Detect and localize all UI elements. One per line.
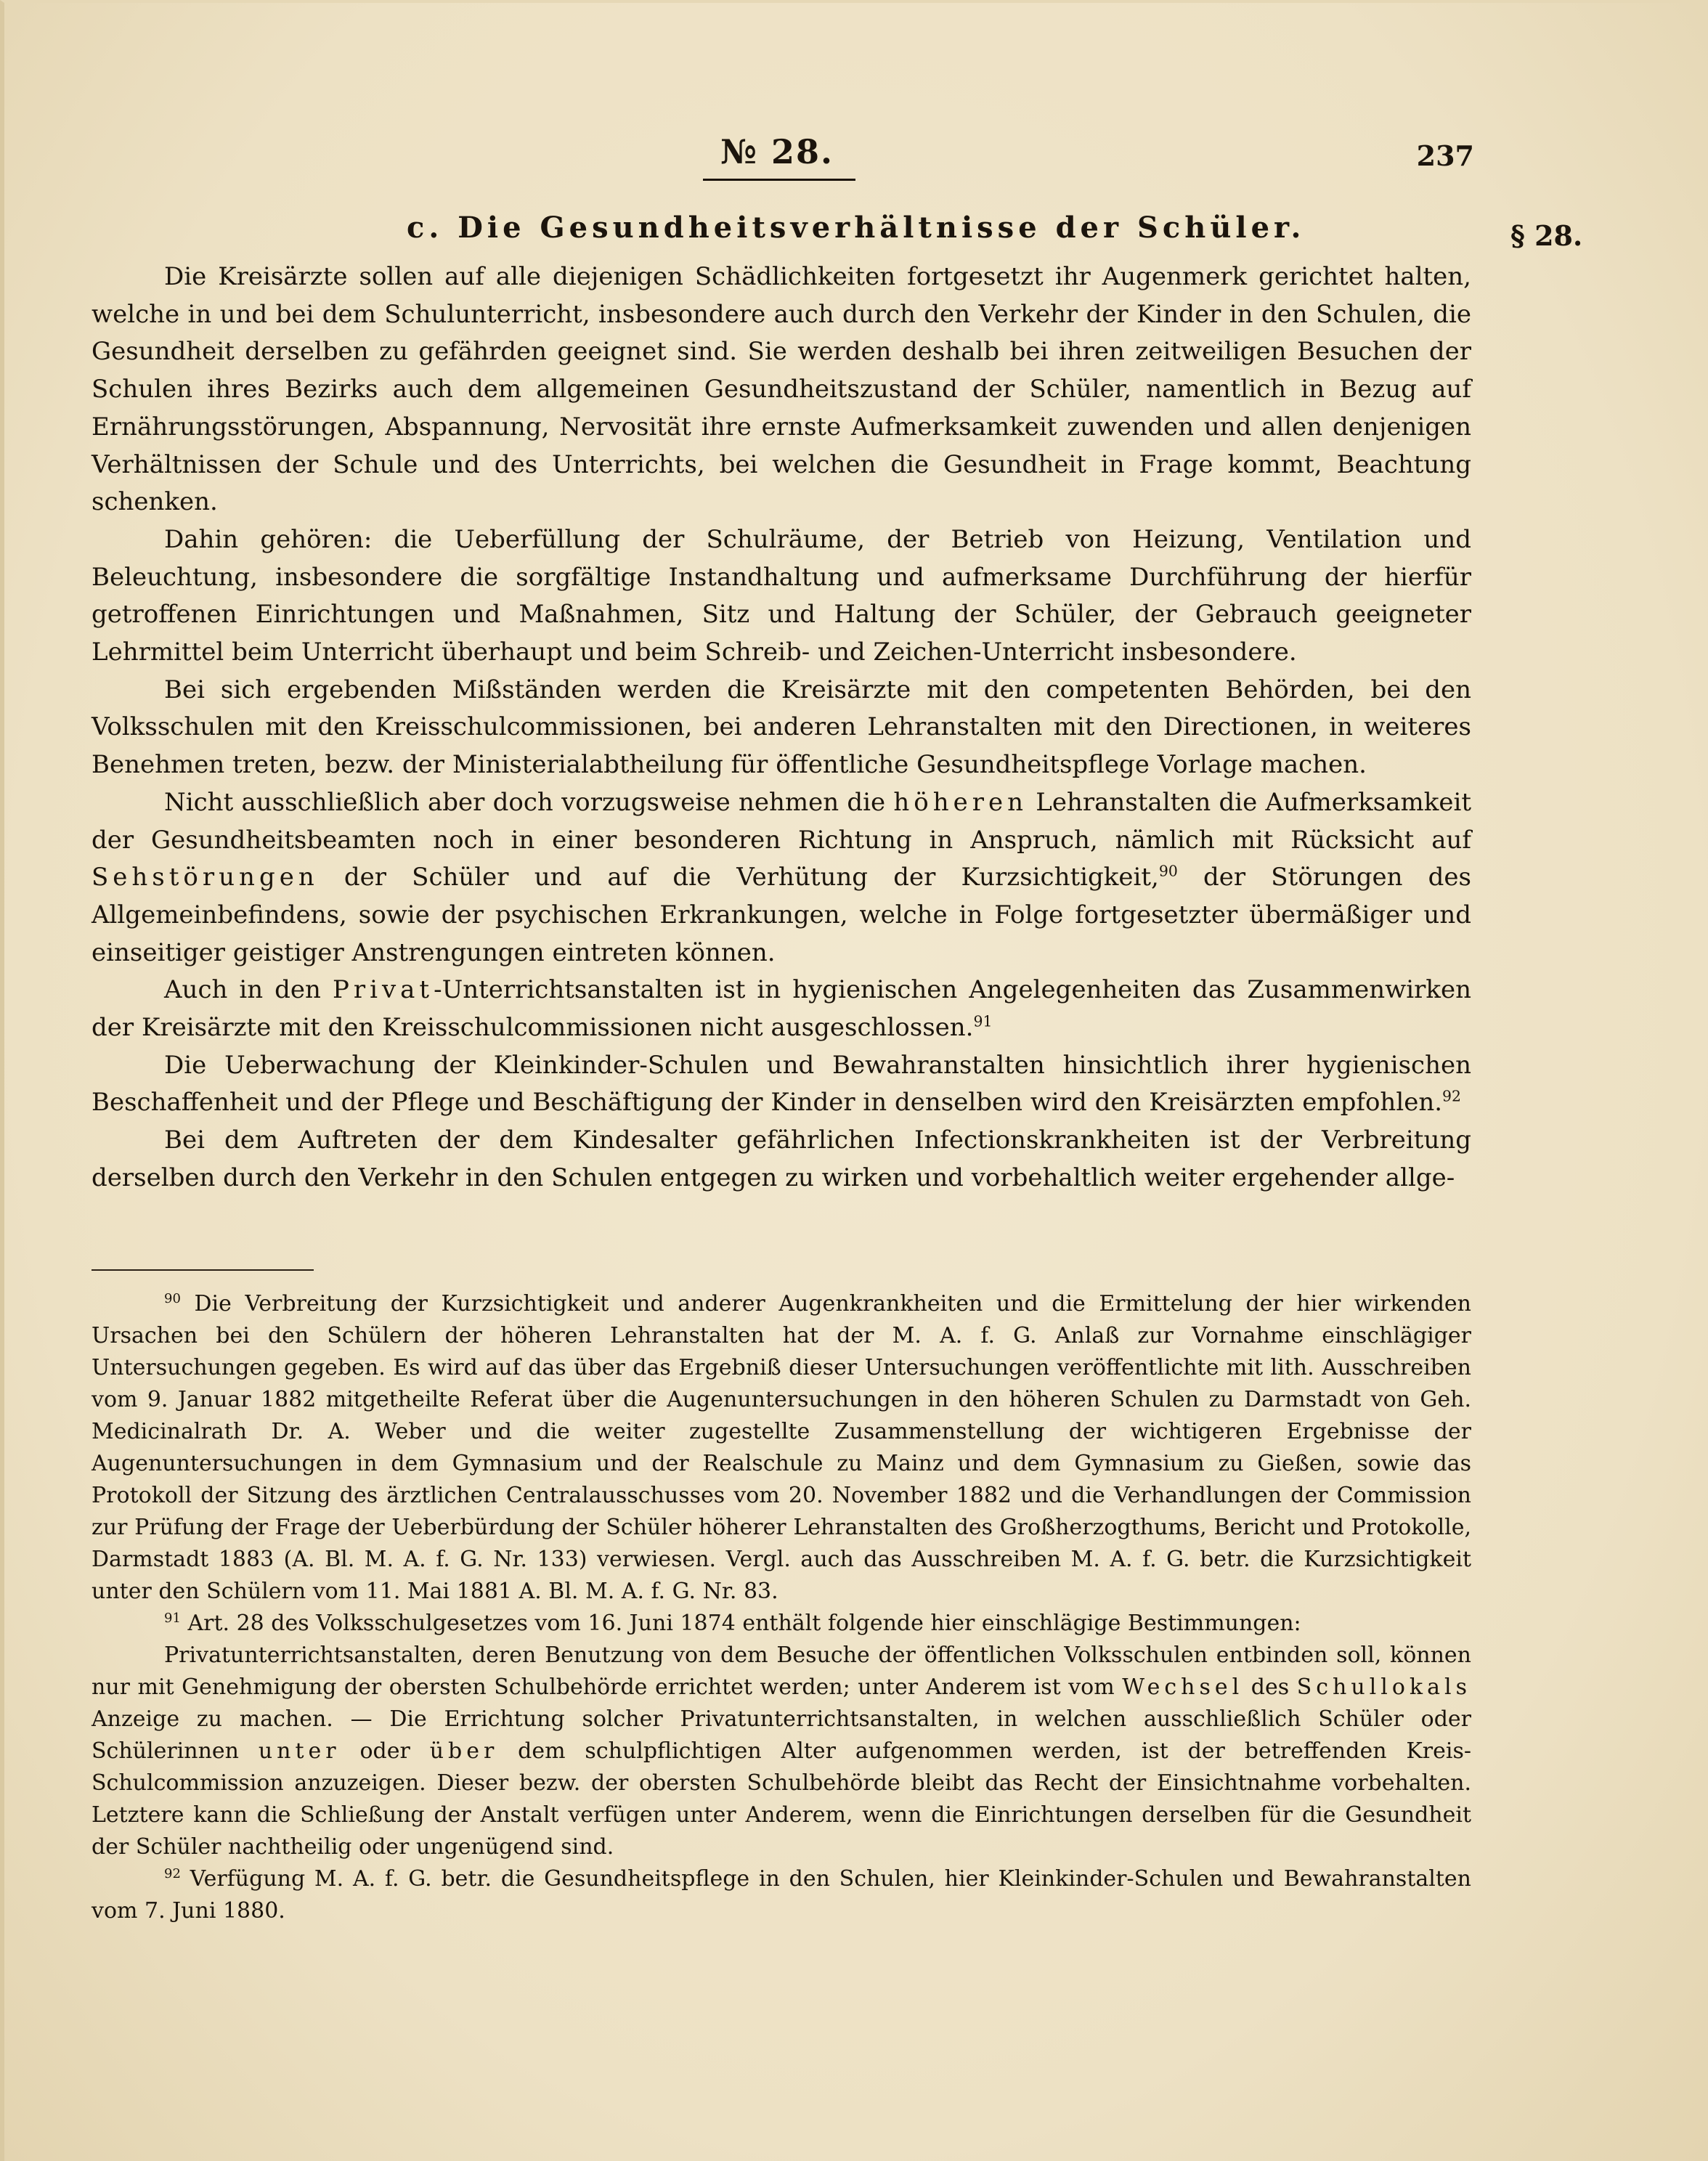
fn91-emphasis-ueber: über	[429, 1738, 499, 1764]
footnote-separator	[92, 1269, 314, 1271]
footnote-92	[92, 1863, 1471, 1927]
p5-emphasis-privat: Privat	[332, 975, 434, 1005]
footnote-92-text: Verfügung M. A. f. G. betr. die Gesundheitspflege in den Schulen, hier Kleinkinder-Schulen und Bewahranstalten vom 7. Juni 1880.	[92, 1866, 1471, 1924]
fn91-part-e: Anzeige zu machen. — Die Errichtung solcher Privatunterrichtsanstalten, in welchen ausschließlich Schüler oder Schülerinnen	[92, 1706, 1471, 1764]
paragraph-3: Bei sich ergebenden Mißständen werden die Kreisärzte mit den competenten Behörden, bei den Volksschulen mit den Kreisschulcommissionen, bei anderen Lehranstalten mit den Directionen, in weiteres Benehmen treten, bezw. der Ministerialabtheilung für öffentliche Gesundheitspflege Vorlage machen.	[92, 675, 1471, 780]
journal-number-rule	[703, 179, 855, 181]
paragraph-5	[92, 972, 1471, 1046]
footnote-ref-92: 92	[1442, 1088, 1461, 1106]
footnote-90	[92, 1288, 1471, 1608]
fn91-emphasis-wechsel: Wechsel	[1122, 1674, 1244, 1700]
page-header	[0, 132, 1708, 190]
p4-part-e: der Schüler und auf die Verhütung der Kurzsichtigkeit,	[318, 863, 1159, 892]
p4-emphasis-hoeheren: höheren	[893, 787, 1028, 817]
footnote-90-text: Die Verbreitung der Kurzsichtigkeit und anderer Augenkrankheiten und die Ermittelung der hier wirkenden Ursachen bei den Schülern der höheren Lehranstalten hat der M. A. f. G. Anlaß zur Vornahme einschlägiger Untersuchungen gegeben. Es wird auf das über das Ergebniß dieser Untersuchungen veröffentlichte mit lith. Ausschreiben vom 9. Januar 1882 mitgetheilte Referat über die Augenuntersuchungen in den höheren Schulen zu Darmstadt von Geh. Medicinalrath Dr. A. Weber und die weiter zugestellte Zusammenstellung der wichtigeren Ergebnisse der Augenuntersuchungen in dem Gymnasium und der Realschule zu Mainz und dem Gymnasium zu Gießen, sowie das Protokoll der Sitzung des ärztlichen Centralausschusses vom 20. November 1882 und die Verhandlungen der Commission zur Prüfung der Frage der Ueberbürdung der Schüler höherer Lehranstalten des Großherzogthums, Bericht und Protokolle, Darmstadt 1883 (A. Bl. M. A. f. G. Nr. 133) verwiesen. Vergl. auch das Ausschreiben M. A. f. G. betr. die Kurzsichtigkeit unter den Schülern vom 11. Mai 1881 A. Bl. M. A. f. G. Nr. 83.	[92, 1291, 1471, 1604]
p4-part-c: Lehranstalten die Aufmerksamkeit der Gesundheitsbeamten noch in einer besonderen Richtung in Anspruch, nämlich mit Rücksicht auf	[92, 787, 1471, 855]
fn91-part-c: des	[1243, 1674, 1297, 1700]
p4-part-f: der Störungen des Allgemeinbefindens, sowie der psychischen Erkrankungen, welche in Folge fortgesetzter übermäßiger und einseitiger geistiger Anstrengungen eintreten können.	[92, 863, 1471, 967]
footnote-ref-90: 90	[1158, 862, 1178, 880]
footnote-91-intro: Art. 28 des Volksschulgesetzes vom 16. Juni 1874 enthält folgende hier einschlägige Bestimmungen:	[180, 1611, 1301, 1636]
fn91-emphasis-unter: unter	[258, 1738, 341, 1764]
main-text	[92, 259, 1471, 1197]
footnote-91	[92, 1608, 1471, 1640]
paragraph-4	[92, 784, 1471, 972]
journal-number: № 28.	[720, 132, 834, 171]
footnote-92-number: 92	[164, 1866, 181, 1881]
p5-part-c: -Unterrichtsanstalten ist in hygienischen Angelegenheiten das Zusammenwirken der Kreisärzte mit den Kreisschulcommissionen nicht ausgeschlossen.	[92, 975, 1471, 1043]
paragraph-2: Dahin gehören: die Ueberfüllung der Schulräume, der Betrieb von Heizung, Ventilation und Beleuchtung, insbesondere die sorgfältige Instandhaltung und aufmerksame Durchführung der hierfür getroffenen Einrichtungen und Maßnahmen, Sitz und Haltung der Schüler, der Gebrauch geeigneter Lehrmittel beim Unterricht überhaupt und beim Schreib- und Zeichen-Unterricht insbesondere.	[92, 524, 1471, 667]
margin-section-ref: § 28.	[1510, 219, 1583, 252]
fn91-emphasis-schullokals: Schullokals	[1296, 1674, 1471, 1700]
footnote-91-quote	[92, 1640, 1471, 1863]
paragraph-6	[92, 1047, 1471, 1122]
fn91-part-a: Privatunterrichtsanstalten, deren Benutzung von dem Besuche der öffentlichen Volksschulen entbinden soll, können nur mit Genehmigung der obersten Schulbehörde errichtet werden; unter Anderem ist vom	[92, 1643, 1471, 1700]
section-heading: c. Die Gesundheitsverhältnisse der Schüler.	[407, 211, 1306, 245]
footnote-90-number: 90	[164, 1291, 181, 1306]
fn91-part-i: dem schulpflichtigen Alter aufgenommen werden, ist der betreffenden Kreis-Schulcommission anzuzeigen. Dieser bezw. der obersten Schulbehörde bleibt das Recht der Einsichtnahme vorbehalten. Letztere kann die Schließung der Anstalt verfügen unter Anderem, wenn die Einrichtungen derselben für die Gesundheit der Schüler nachtheilig oder ungenügend sind.	[92, 1738, 1471, 1860]
footnotes	[92, 1288, 1471, 1927]
fn91-part-g: oder	[340, 1738, 430, 1764]
page-number: 237	[1416, 139, 1474, 172]
footnote-91-number: 91	[164, 1611, 181, 1626]
footnote-ref-91: 91	[973, 1012, 993, 1030]
p4-emphasis-sehstoerungen: Sehstörungen	[92, 863, 319, 892]
p6-text: Die Ueberwachung der Kleinkinder-Schulen und Bewahranstalten hinsichtlich ihrer hygienischen Beschaffenheit und der Pflege und Beschäftigung der Kinder in denselben wird den Kreisärzten empfohlen.	[92, 1050, 1471, 1118]
p4-part-a: Nicht ausschließlich aber doch vorzugsweise nehmen die	[164, 787, 894, 817]
paragraph-7: Bei dem Auftreten der dem Kindesalter gefährlichen Infectionskrankheiten ist der Verbreitung derselben durch den Verkehr in den Schulen entgegen zu wirken und vorbehaltlich weiter ergehender allge-	[92, 1126, 1471, 1192]
p5-part-a: Auch in den	[164, 975, 333, 1005]
paragraph-1: Die Kreisärzte sollen auf alle diejenigen Schädlichkeiten fortgesetzt ihr Augenmerk gerichtet halten, welche in und bei dem Schulunterricht, insbesondere auch durch den Verkehr der Kinder in den Schulen, die Gesundheit derselben zu gefährden geeignet sind. Sie werden deshalb bei ihren zeitweiligen Besuchen der Schulen ihres Bezirks auch dem allgemeinen Gesundheitszustand der Schüler, namentlich in Bezug auf Ernährungsstörungen, Abspannung, Nervosität ihre ernste Aufmerksamkeit zuwenden und allen denjenigen Verhältnissen der Schule und des Unterrichts, bei welchen die Gesundheit in Frage kommt, Beachtung schenken.	[92, 262, 1471, 517]
